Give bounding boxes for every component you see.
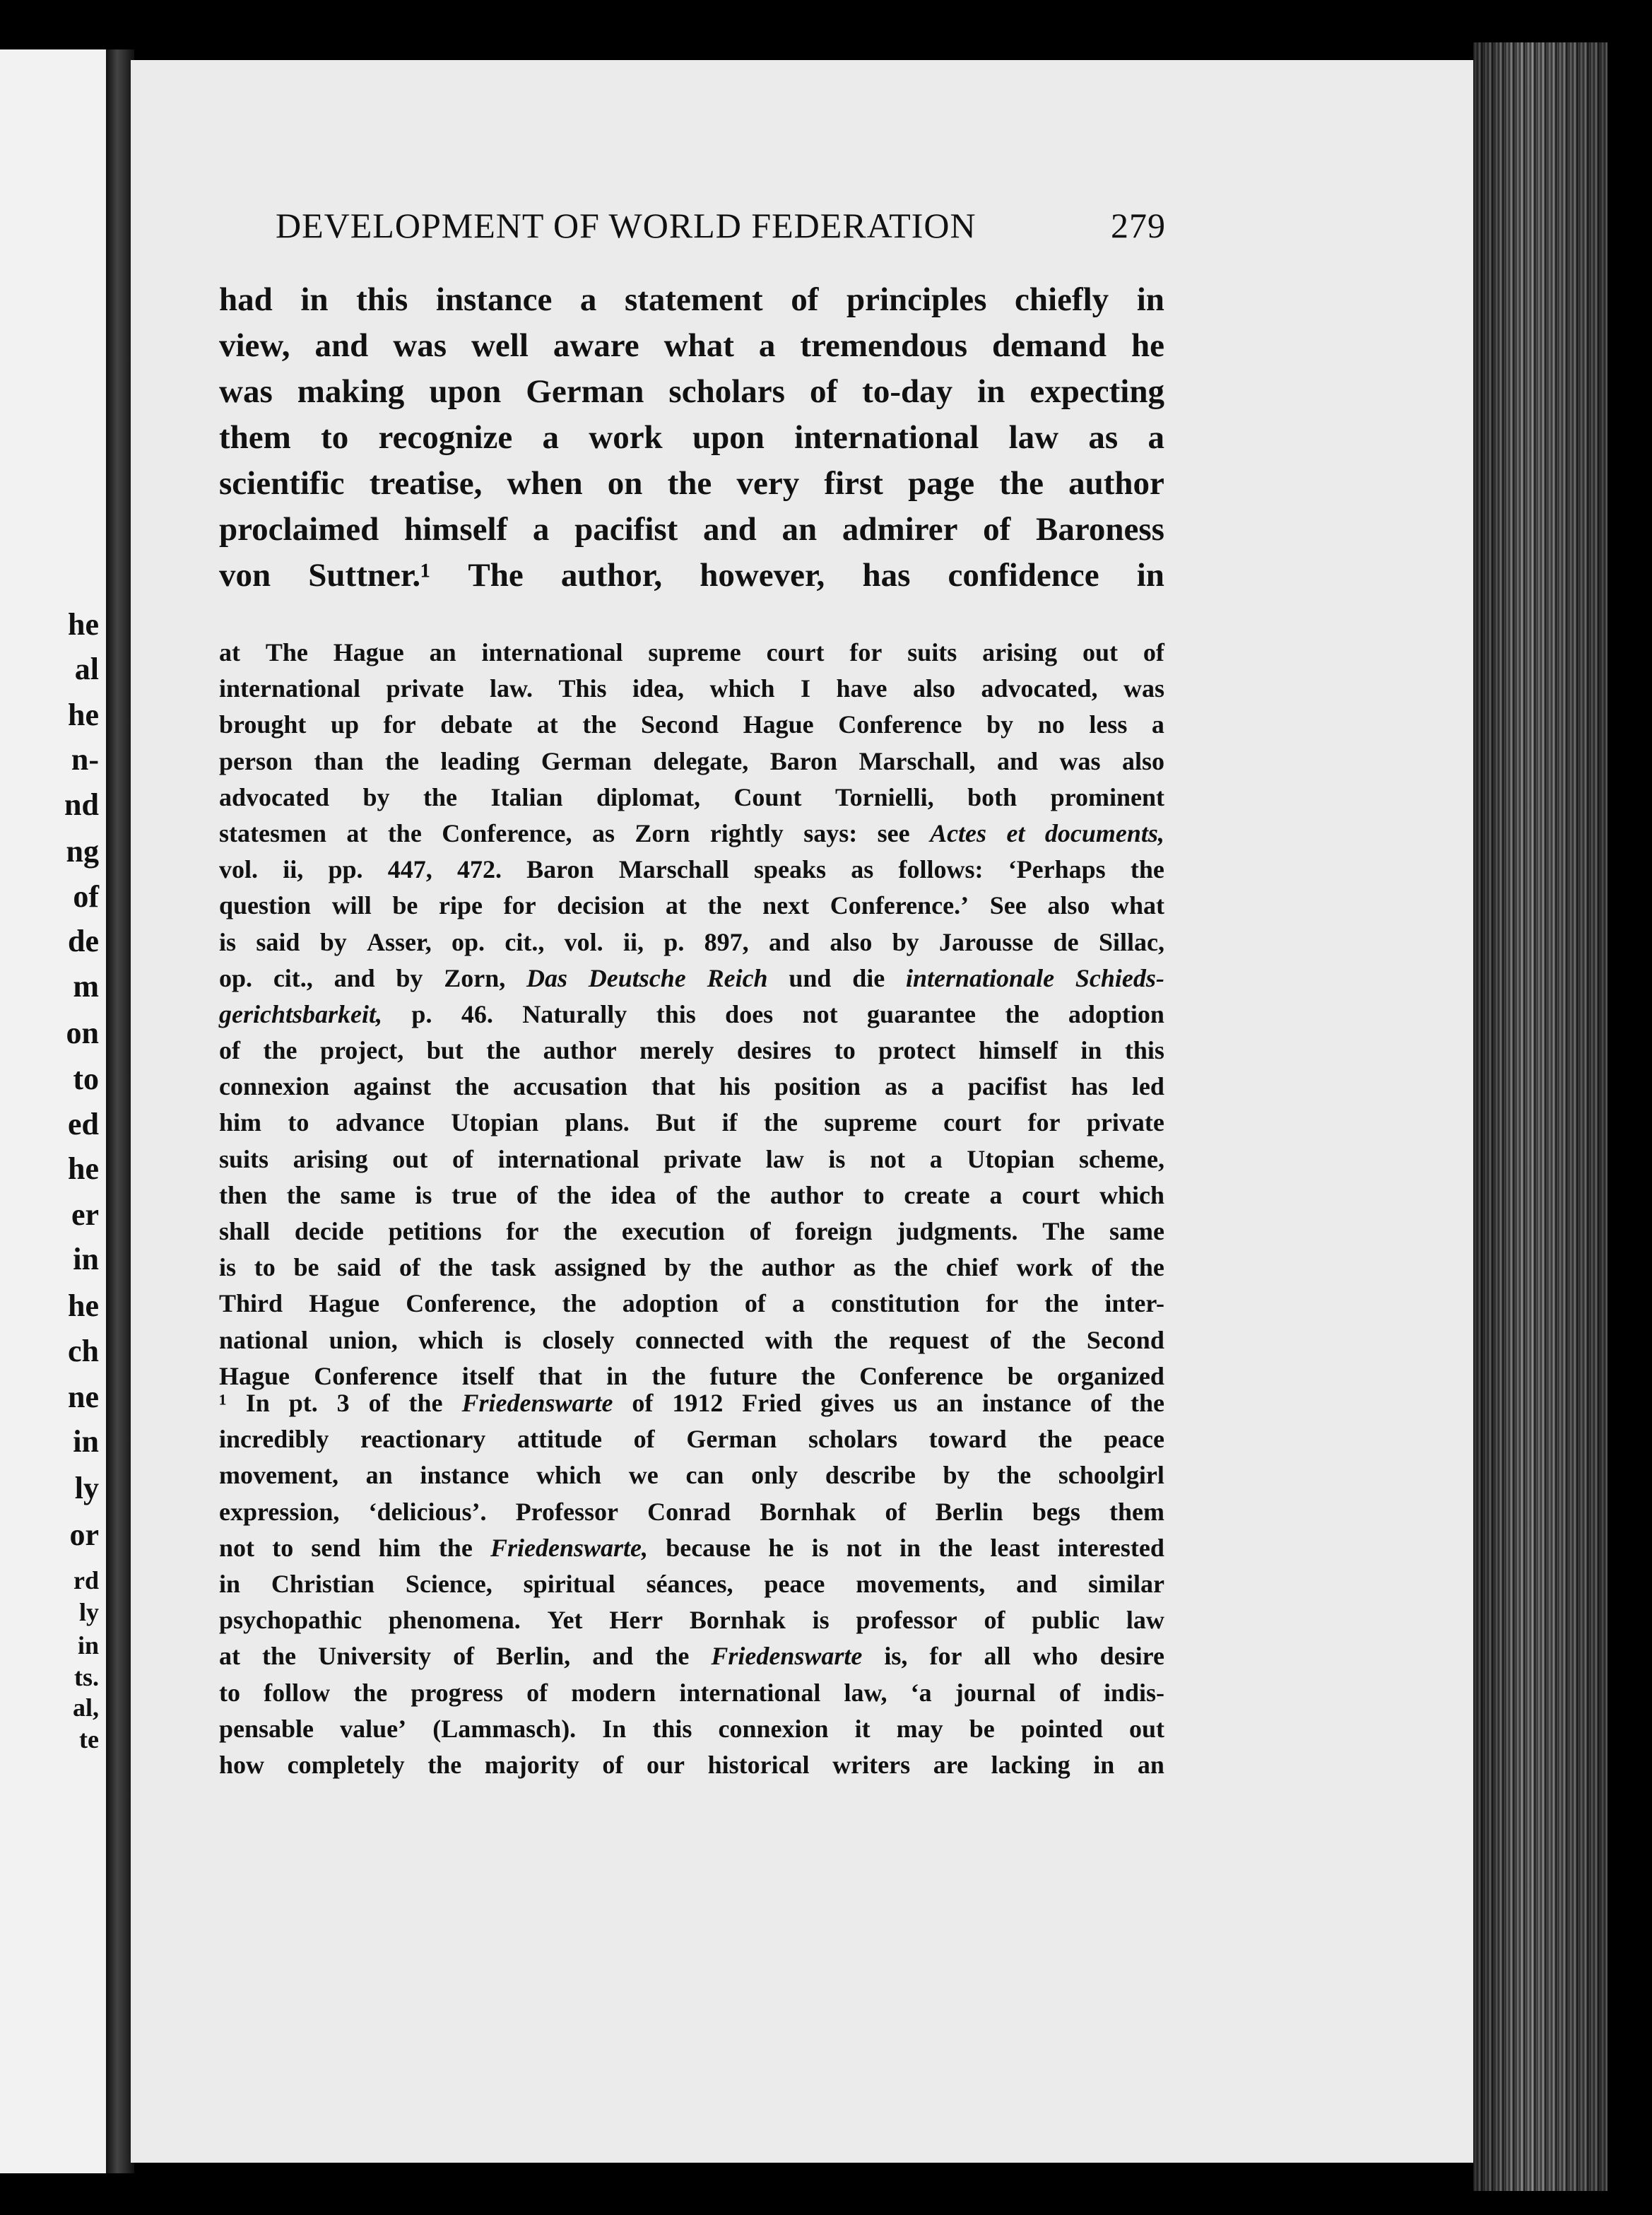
facing-page-fragment: in bbox=[73, 1424, 99, 1459]
body-line: view, and was well aware what a tremendous demand he bbox=[219, 327, 1164, 364]
facing-page-fragment: nd bbox=[64, 787, 99, 822]
facing-page-fragment: al, bbox=[72, 1693, 99, 1722]
facing-page-fragment: in bbox=[77, 1631, 99, 1659]
facing-page-fragment: on bbox=[66, 1016, 99, 1050]
footnote-line: expression, ‘delicious’. Professor Conrad Bornhak of Berlin begs them bbox=[219, 1497, 1164, 1526]
facing-page-fragment: al bbox=[74, 652, 99, 686]
footnote-line: pensable value’ (Lammasch). In this connexion it may be pointed out bbox=[219, 1714, 1164, 1743]
page-edges-shadow bbox=[1473, 42, 1607, 2191]
facing-page-fragment: er bbox=[71, 1197, 99, 1232]
facing-page-fragment: ly bbox=[78, 1598, 99, 1626]
footnote-line: how completely the majority of our historical writers are lacking in an bbox=[219, 1750, 1164, 1779]
facing-page-fragment: ch bbox=[68, 1334, 99, 1368]
footnote-1 bbox=[219, 1385, 1164, 1783]
facing-page-fragment: he bbox=[68, 1288, 99, 1323]
facing-page-fragment: de bbox=[68, 924, 99, 958]
footnote-line: ¹ In pt. 3 of the Friedenswarte of 1912 Fried gives us an instance of the bbox=[219, 1389, 1164, 1417]
note-line: him to advance Utopian plans. But if the supreme court for private bbox=[219, 1108, 1164, 1137]
facing-page-fragment: ts. bbox=[74, 1663, 99, 1691]
body-line: had in this instance a statement of principles chiefly in bbox=[219, 281, 1164, 318]
note-line: then the same is true of the idea of the author to create a court which bbox=[219, 1180, 1164, 1209]
facing-page-fragment: to bbox=[73, 1062, 99, 1096]
body-line: scientific treatise, when on the very first page the author bbox=[219, 465, 1164, 502]
note-line: suits arising out of international private law is not a Utopian scheme, bbox=[219, 1144, 1164, 1173]
running-header bbox=[276, 205, 1166, 246]
facing-page-fragment: m bbox=[73, 969, 99, 1004]
footnote-line: in Christian Science, spiritual séances, peace movements, and similar bbox=[219, 1569, 1164, 1598]
body-paragraph bbox=[219, 277, 1164, 599]
body-line: von Suttner.¹ The author, however, has confidence in bbox=[219, 557, 1164, 594]
footnote-line: not to send him the Friedenswarte, because he is not in the least interested bbox=[219, 1533, 1164, 1562]
facing-page-fragment: n- bbox=[71, 742, 99, 777]
facing-page-fragment: in bbox=[73, 1242, 99, 1276]
note-line: vol. ii, pp. 447, 472. Baron Marschall speaks as follows: ‘Perhaps the bbox=[219, 855, 1164, 884]
facing-page-fragment: he bbox=[68, 698, 99, 732]
body-line: them to recognize a work upon international law as a bbox=[219, 419, 1164, 456]
note-line: is said by Asser, op. cit., vol. ii, p. 897, and also by Jarousse de Sillac, bbox=[219, 927, 1164, 956]
note-line: op. cit., and by Zorn, Das Deutsche Reich und die internationale Schieds- bbox=[219, 963, 1164, 992]
page-number: 279 bbox=[1111, 206, 1166, 245]
facing-page-fragment: te bbox=[79, 1725, 99, 1753]
note-line: gerichtsbarkeit, p. 46. Naturally this does not guarantee the adoption bbox=[219, 999, 1164, 1028]
footnote-line: psychopathic phenomena. Yet Herr Bornhak is professor of public law bbox=[219, 1606, 1164, 1635]
continued-footnote bbox=[219, 635, 1164, 1394]
facing-page-fragment: of bbox=[73, 879, 99, 914]
footnote-line: to follow the progress of modern international law, ‘a journal of indis- bbox=[219, 1678, 1164, 1707]
running-title: DEVELOPMENT OF WORLD FEDERATION bbox=[276, 206, 977, 245]
note-line: shall decide petitions for the execution of foreign judgments. The same bbox=[219, 1217, 1164, 1245]
note-line: connexion against the accusation that his position as a pacifist has led bbox=[219, 1072, 1164, 1101]
footnote-line: at the University of Berlin, and the Friedenswarte is, for all who desire bbox=[219, 1642, 1164, 1671]
note-line: Third Hague Conference, the adoption of a constitution for the inter- bbox=[219, 1289, 1164, 1318]
note-line: international private law. This idea, which I have also advocated, was bbox=[219, 674, 1164, 703]
book-gutter bbox=[106, 49, 134, 2173]
footnote-line: incredibly reactionary attitude of German scholars toward the peace bbox=[219, 1425, 1164, 1454]
note-line: brought up for debate at the Second Hague Conference by no less a bbox=[219, 710, 1164, 739]
facing-page-fragment: he bbox=[68, 1151, 99, 1186]
note-line: advocated by the Italian diplomat, Count Tornielli, both prominent bbox=[219, 782, 1164, 811]
note-line: Hague Conference itself that in the future the Conference be organized bbox=[219, 1361, 1164, 1390]
facing-page-fragment: he bbox=[68, 607, 99, 642]
facing-page-fragment: ne bbox=[68, 1380, 99, 1414]
note-line: is to be said of the task assigned by the author as the chief work of the bbox=[219, 1253, 1164, 1282]
facing-page-fragment: ly bbox=[74, 1471, 99, 1505]
body-line: proclaimed himself a pacifist and an admirer of Baroness bbox=[219, 511, 1164, 548]
note-line: person than the leading German delegate, Baron Marschall, and was also bbox=[219, 746, 1164, 775]
note-line: statesmen at the Conference, as Zorn rightly says: see Actes et documents, bbox=[219, 818, 1164, 847]
facing-page-fragment: rd bbox=[73, 1566, 99, 1594]
footnote-line: movement, an instance which we can only describe by the schoolgirl bbox=[219, 1461, 1164, 1490]
note-line: national union, which is closely connected with the request of the Second bbox=[219, 1325, 1164, 1354]
note-line: at The Hague an international supreme court for suits arising out of bbox=[219, 638, 1164, 666]
facing-page-fragment: ed bbox=[68, 1107, 99, 1141]
facing-page-fragment: ng bbox=[66, 834, 99, 869]
facing-page-fragment: or bbox=[69, 1517, 99, 1552]
note-line: question will be ripe for decision at the next Conference.’ See also what bbox=[219, 891, 1164, 920]
body-line: was making upon German scholars of to-day in expecting bbox=[219, 373, 1164, 410]
note-line: of the project, but the author merely desires to protect himself in this bbox=[219, 1036, 1164, 1065]
